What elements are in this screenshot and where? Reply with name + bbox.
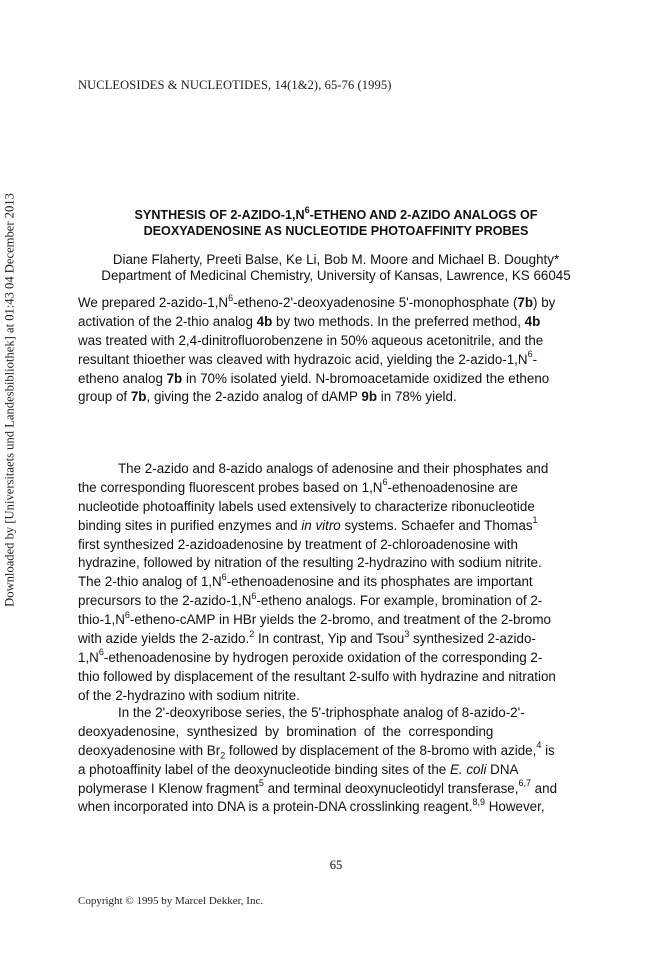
journal-header: NUCLEOSIDES & NUCLEOTIDES, 14(1&2), 65-76 (1995) (78, 78, 392, 92)
body-paragraph-1 (78, 460, 596, 706)
body-line: hydrazine, followed by nitration of the resulting 2-hydrazino with sodium nitrite. (78, 555, 542, 571)
body-line: thio followed by displacement of the resultant 2-sulfo with hydrazine and nitration (78, 668, 556, 684)
body-line: deoxyadenosine with $Br_2$ followed by displacement of the 8-bromo with azide,$^4$ is (78, 740, 555, 761)
download-sidebar (0, 180, 20, 620)
download-note: Downloaded by [Universitaets und Landesbibliothek] at 01:43 04 December 2013 (2, 193, 17, 607)
body-paragraph-2 (78, 704, 596, 817)
body-line: deoxyadenosine, synthesized by bromination of the corresponding (78, 723, 494, 739)
body-line: nucleotide photoaffinity labels used extensively to characterize ribonucleotide (78, 498, 535, 514)
body-line: In the 2'-deoxyribose series, the 5'-triphosphate analog of 8-azido-2'- (118, 705, 525, 720)
author-names: Diane Flaherty, Preeti Balse, Ke Li, Bob M. Moore and Michael B. Doughty* (112, 252, 560, 267)
page-number: 65 (329, 858, 343, 872)
body-line: The 2-azido and 8-azido analogs of adenosine and their phosphates and (118, 461, 549, 476)
body-line: of the 2-hydrazino with sodium nitrite. (78, 687, 300, 703)
body-line: a photoaffinity label of the deoxynucleotide binding sites of the E. coli DNA (78, 761, 519, 777)
body-line: first synthesized 2-azidoadenosine by treatment of 2-chloroadenosine with (78, 536, 518, 552)
body-line: The 2-thio analog of $1,N^6$-ethenoadenosine and its phosphates are important (78, 571, 533, 590)
copyright-notice: Copyright © 1995 by Marcel Dekker, Inc. (78, 895, 264, 907)
abstract-line: resultant thioether was cleaved with hydrazoic acid, yielding the $2-azido-1,N^6-$ (78, 349, 538, 367)
body-line: with azide yields the 2-azido.$^2$ In contrast, Yip and Tsou$^3$ synthesized 2-azido- (78, 628, 536, 647)
title-line-2: DEOXYADENOSINE AS NUCLEOTIDE PHOTOAFFINITY PROBES (143, 224, 529, 238)
body-line: precursors to the $2-azido-1,N^6$-etheno analogs. For example, bromination of 2- (78, 590, 543, 609)
title-line-1: SYNTHESIS OF $2-AZIDO-1,N^6$-ETHENO AND 2-AZIDO ANALOGS OF (134, 204, 538, 222)
body-line: the corresponding fluorescent probes based on $1,N^6$-ethenoadenosine are (78, 477, 518, 495)
abstract-line: etheno analog 7b in 70% isolated yield. N-bromoacetamide oxidized the etheno (78, 370, 550, 386)
abstract-line: We prepared $2-azido-1,N^6-etheno-2'$-deoxyadenosine 5'-monophosphate (7b) by (78, 292, 556, 310)
abstract-line: group of 7b, giving the 2-azido analog of dAMP 9b in 78% yield. (78, 389, 457, 405)
author-block (80, 252, 592, 284)
body-line: thio-$1,N^6-etheno$-cAMP in HBr yields the 2-bromo, and treatment of the 2-bromo (78, 609, 551, 628)
paper-title (80, 204, 592, 239)
body-line: when incorporated into DNA is a protein-DNA crosslinking reagent.$^{8,9}$ However, (78, 796, 545, 815)
abstract (78, 294, 596, 407)
body-line: polymerase I Klenow fragment$^5$ and terminal deoxynucleotidyl transferase,$^{6,7}$ and (78, 778, 558, 796)
body-line: binding sites in purified enzymes and in vitro systems. Schaefer and Thomas$^1$ (78, 515, 538, 533)
author-affiliation: Department of Medicinal Chemistry, University of Kansas, Lawrence, KS 66045 (101, 268, 571, 283)
abstract-line: activation of the 2-thio analog 4b by two methods. In the preferred method, 4b (78, 313, 541, 329)
body-line: $1,N^6$-ethenoadenosine by hydrogen peroxide oxidation of the corresponding 2- (78, 647, 543, 665)
abstract-line: was treated with 2,4-dinitrofluorobenzene in 50% aqueous acetonitrile, and the (78, 332, 544, 348)
